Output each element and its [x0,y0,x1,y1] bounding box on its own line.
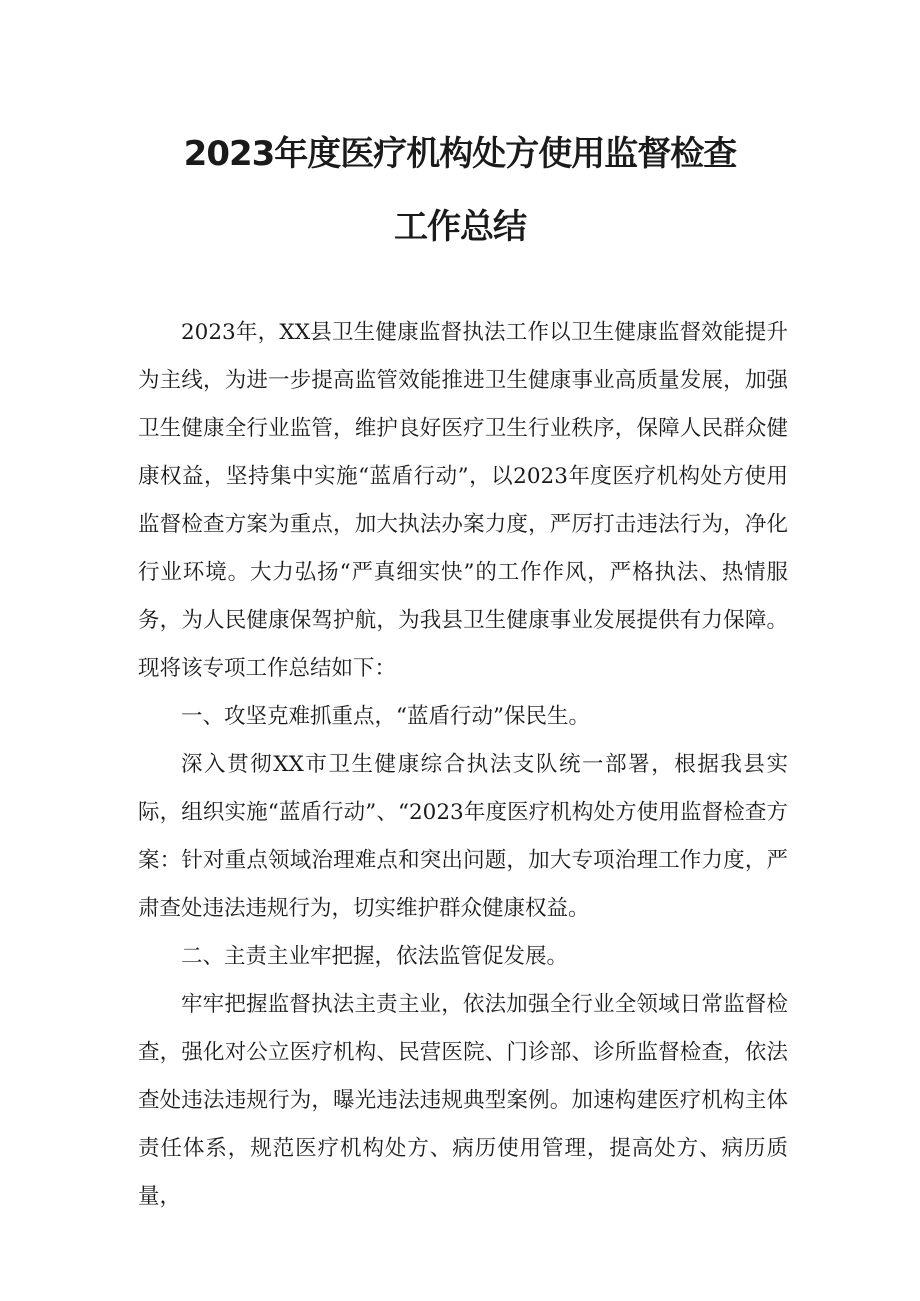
paragraph-section-1: 深入贯彻XX市卫生健康综合执法支队统一部署，根据我县实际，组织实施“蓝盾行动”、“2023年度医疗机构处方使用监督检查方案：针对重点领域治理难点和突出问题，加大专项治理工作力度，严肃查处违法违规行为，切实维护群众健康权益。 [138,752,788,921]
section-heading-2: 二、主责主业牢把握，依法监管促发展。 [181,944,569,969]
document-title-line-2: 工作总结 [394,207,526,247]
paragraph-section-2: 牢牢把握监督执法主责主业，依法加强全行业全领域日常监督检查，强化对公立医疗机构、民营医院、门诊部、诊所监督检查，依法查处违法违规行为，曝光违法违规典型案例。加速构建医疗机构主体责任体系，规范医疗机构处方、病历使用管理，提高处方、病历质量， [138,992,788,1209]
document-body [138,309,788,1221]
paragraph-intro: 2023年，XX县卫生健康监督执法工作以卫生健康监督效能提升为主线，为进一步提高监管效能推进卫生健康事业高质量发展，加强卫生健康全行业监管，维护良好医疗卫生行业秩序，保障人民群众健康权益，坚持集中实施“蓝盾行动”，以2023年度医疗机构处方使用监督检查方案为重点，加大执法办案力度，严厉打击违法行为，净化行业环境。大力弘扬“严真细实快”的工作作风，严格执法、热情服务，为人民健康保驾护航，为我县卫生健康事业发展提供有力保障。现将该专项工作总结如下： [138,320,788,681]
section-heading-1: 一、攻坚克难抓重点，“蓝盾行动”保民生。 [181,704,590,729]
document-title-line-1: 2023年度医疗机构处方使用监督检查 [183,134,737,174]
